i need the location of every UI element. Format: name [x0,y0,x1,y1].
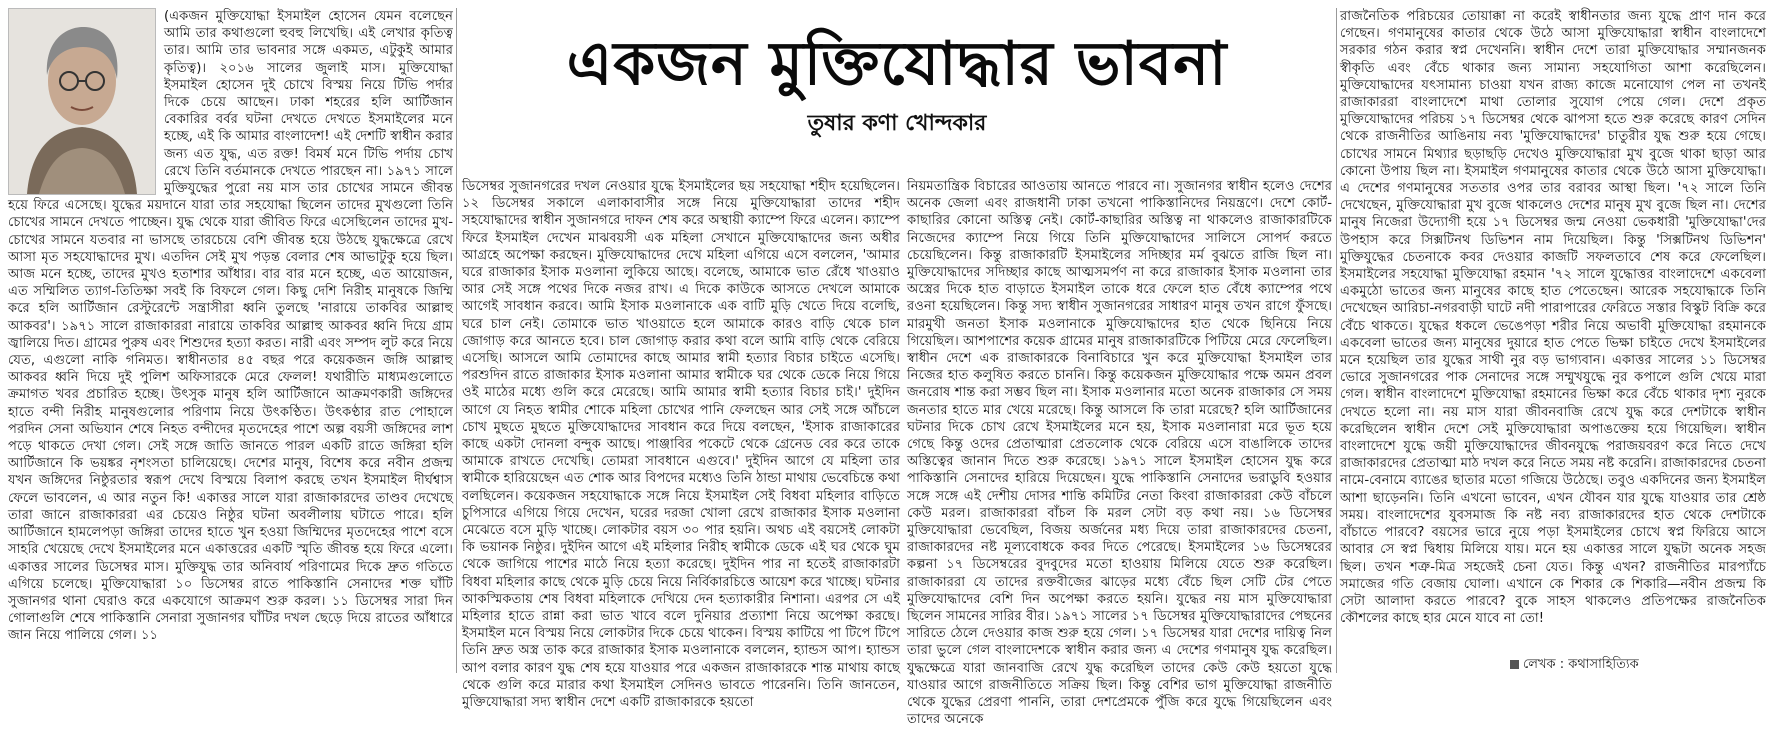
author-note-text: লেখক : কথাসাহিত্যিক [1523,657,1639,672]
article-text-column-1: (একজন মুক্তিযোদ্ধা ইসমাইল হোসেন যেমন বলেছেন আমি তার কথাগুলো হুবহু লিখেছি। এই লেখার কৃতিত্ব তার। আমি তার ভাবনার সঙ্গে একমত, এটুকুই আমার কৃতিত্ব)। ২০১৬ সালের জুলাই মাস। মুক্তিযোদ্ধা ইসমাইল হোসেন দুই চোখে বিস্ময় নিয়ে টিভি পর্দার দিকে চেয়ে আছেন। ঢাকা শহরের হলি আর্টিজান বেকারির বর্বর ঘটনা দেখতে দেখতে ইসমাইলের মনে হচ্ছে, এই কি আমার বাংলাদেশ! এই দেশটি স্বাধীন করার জন্য এত যুদ্ধ, এত রক্ত! বিমর্ষ মনে টিভি পর্দায় চোখ রেখে তিনি বর্তমানকে দেখতে পারছেন না। ১৯৭১ সালে মুক্তিযুদ্ধের পুরো নয় মাস তার চোখের সামনে জীবন্ত হয়ে ফিরে এসেছে। যুদ্ধের ময়দানে যারা তার সহযোদ্ধা ছিলেন তাদের মুখগুলো তিনি চোখের সামনে দেখতে পাচ্ছেন। যুদ্ধ থেকে যারা জীবিত ফিরে এসেছিলেন তাদের মুখ-চোখের সামনে যতবার না ভাসছে তারচেয়ে বেশি জীবন্ত হয়ে উঠছে যুদ্ধক্ষেত্রে রেখে আসা মৃত সহযোদ্ধাদের মুখ। এতদিন সেই মুখ পড়ন্ত বেলার শেষ আভাটুকু হয়ে ছিল। আজ মনে হচ্ছে, তাদের মুখও হতাশার আঁধার। বার বার মনে হচ্ছে, এত আয়োজন, এত সম্মিলিত ত্যাগ-তিতিক্ষা সবই কি বিফলে গেল। কিছু দেশি নিরীহ মানুষকে জিম্মি করে হলি আর্টিজান রেস্টুরেন্টে সন্ত্রাসীরা ধ্বনি তুলছে 'নারায়ে তাকবির আল্লাহু আকবর'। ১৯৭১ সালে রাজাকাররা নারায়ে তাকবির আল্লাহু আকবর ধ্বনি দিয়ে গ্রাম জ্বালিয়ে দিত। গ্রামের পুরুষ এবং শিশুদের হত্যা করত। নারী এবং সম্পদ লুট করে নিয়ে যেত, এগুলো নাকি গনিমত। স্বাধীনতার ৪৫ বছর পরে কয়েকজন জঙ্গি আল্লাহু আকবর ধ্বনি দিয়ে দুই পুলিশ অফিসারকে মেরে ফেলল! যথারীতি মাধ্যমগুলোতে ক্রমাগত খবর প্রচারিত হচ্ছে। উৎসুক মানুষ হলি আর্টিজানে আক্রমণকারী জঙ্গিদের হাতে বন্দী নিরীহ মানুষগুলোর পরিণাম নিয়ে উৎকণ্ঠিত। উৎকণ্ঠার রাত পোহালে পরদিন সেনা অভিযান শেষে নিহত বন্দীদের মৃতদেহের পাশে অল্প বয়সী জঙ্গিদের লাশ পড়ে থাকতে দেখা গেল। সেই সঙ্গে জাতি জানতে পারল একটি রাতে জঙ্গিরা হলি আর্টিজানে কি ভয়ঙ্কর নৃশংসতা চালিয়েছে। দেশের মানুষ, বিশেষ করে নবীন প্রজন্ম যখন জঙ্গিদের নিষ্ঠুরতার স্বরূপ দেখে বিস্ময়ে বিলাপ করছে তখন ইসমাইল দীর্ঘশ্বাস ফেলে ভাবলেন, এ আর নতুন কি! একাত্তর সালে যারা রাজাকারদের তাণ্ডব দেখেছে তারা জানে রাজাকাররা এর চেয়েও নিষ্ঠুর ঘটনা অবলীলায় ঘটাতে পারে। হলি আর্টিজানে হামলেপড়া জঙ্গিরা তাদের হাতে খুন হওয়া জিম্মিদের মৃতদেহের পাশে বসে সাহরি খেয়েছে দেখে ইসমাইলের মনে একাত্তরের একটি স্মৃতি জীবন্ত হয়ে ফিরে এলো। একাত্তর সালের ডিসেম্বর মাস। মুক্তিযুদ্ধ তার অনিবার্য পরিণামের দিকে দ্রুত গতিতে এগিয়ে চলেছে। মুক্তিযোদ্ধারা ১০ ডিসেম্বর রাতে পাকিস্তানি সেনাদের শক্ত ঘাঁটি সুজানগর থানা ঘেরাও করে একযোগে আক্রমণ শুরু করল। ১১ ডিসেম্বর সারা দিন গোলাগুলি শেষে পাকিস্তানি সেনারা সুজানগর ঘাঁটির দখল ছেড়ে দিয়ে রাতের আঁধারে জান নিয়ে পালিয়ে গেল। ১১ [8,9,453,644]
author-photo [8,8,156,195]
column-divider [456,8,457,673]
square-bullet-icon [1510,660,1519,669]
article-column-3 [907,178,1332,728]
article-column-1 [8,8,453,676]
article-column-2 [462,178,900,711]
article-text-column-4: রাজনৈতিক পরিচয়ের তোয়াক্কা না করেই স্বাধীনতার জন্য যুদ্ধে প্রাণ দান করে গেছেন। গণমানুষের কাতার থেকে উঠে আসা মুক্তিযোদ্ধারা স্বাধীন বাংলাদেশে সরকার গঠন করার স্বপ্ন দেখেননি। স্বাধীন দেশে তারা মুক্তিযোদ্ধার সম্মানজনক স্বীকৃতি এবং বেঁচে থাকার জন্য সামান্য সহযোগিতা আশা করেছিলেন। মুক্তিযোদ্ধাদের যৎসামান্য চাওয়া যখন রাজ্য কাজে মনোযোগ পেল না তখনই রাজাকাররা বাংলাদেশে মাথা তোলার সুযোগ পেয়ে গেল। দেশে প্রকৃত মুক্তিযোদ্ধাদের পরিচয় ১৭ ডিসেম্বর থেকে ঝাপসা হতে শুরু করেছে কারণ সেদিন থেকে রাজনীতির আঙিনায় নব্য 'মুক্তিযোদ্ধাদের' চাতুরীর যুদ্ধ শুরু হয়ে গেছে। চোখের সামনে মিথ্যার ছড়াছড়ি দেখেও মুক্তিযোদ্ধারা মুখ বুজে থাকা ছাড়া আর কোনো উপায় ছিল না। ইসমাইল গণমানুষের কাতার থেকে উঠে আসা মুক্তিযোদ্ধা। এ দেশের গণমানুষের সততার ওপর তার বরাবর আস্থা ছিল। '৭২ সালে তিনি দেখেছেন, মুক্তিযোদ্ধারা মুখ বুজে থাকলেও দেশের মানুষ মুখ বুজে ছিল না। দেশের মানুষ নিজেরা উদ্যোগী হয়ে ১৭ ডিসেম্বর জন্ম নেওয়া ভেকধারী 'মুক্তিযোদ্ধা'দের উপহাস করে সিক্সটিনথ ডিভিশন নাম দিয়েছিল। কিন্তু 'সিক্সটিনথ ডিভিশন' মুক্তিযুদ্ধের চেতনাকে কবর দেওয়ার কাজটি সফলতাবে শেষ করে ফেলেছিল। ইসমাইলের সহযোদ্ধা মুক্তিযোদ্ধা রহমান '৭২ সালে যুদ্ধোত্তর বাংলাদেশে একবেলা একমুঠো ভাতের জন্য মানুষের কাছে হাত পেতেছেন। আরেক সহযোদ্ধাকে তিনি দেখেছেন আরিচা-নগরবাড়ী ঘাটে নদী পারাপারের ফেরিতে সস্তার বিস্কুট বিক্রি করে বেঁচে থাকতে। যুদ্ধের ধকলে ভেঙেপড়া শরীর নিয়ে অভাবী মুক্তিযোদ্ধা রহমানকে একবেলা ভাতের জন্য মানুষের দুয়ারে হাত পেতে ভিক্ষা চাইতে দেখে ইসমাইলের মনে হয়েছিল তার যুদ্ধের সাথী নুর বড় ভাগ্যবান। একাত্তর সালের ১১ ডিসেম্বর ভোরে সুজানগরের পাক সেনাদের সঙ্গে সম্মুখযুদ্ধে নুর কপালে গুলি খেয়ে মারা গেল। স্বাধীন বাংলাদেশে মুক্তিযোদ্ধা রহমানের ভিক্ষা করে বেঁচে থাকার দৃশ্য নুরকে দেখতে হলো না। নয় মাস যারা জীবনবাজি রেখে যুদ্ধ করে দেশটাকে স্বাধীন করেছিলেন স্বাধীন দেশে সেই মুক্তিযোদ্ধারা অপাঙক্তেয় হয়ে গিয়েছিল। স্বাধীন বাংলাদেশে যুদ্ধে জয়ী মুক্তিযোদ্ধাদের জীবনযুদ্ধে পরাজয়বরণ করে নিতে দেখে রাজাকারদের প্রেতাত্মা মাঠ দখল করে নিতে সময় নষ্ট করেনি। রাজাকারদের চেতনা নামে-বেনামে ব্যাঙের ছাতার মতো গজিয়ে উঠেছে। তবুও একদিনের জন্য ইসমাইল আশা ছাড়েননি। তিনি এখনো ভাবেন, এখন যৌবন যার যুদ্ধে যাওয়ার তার শ্রেষ্ঠ সময়। বাংলাদেশের যুবসমাজ কি নষ্ট নব্য রাজাকারদের হাত থেকে দেশটাকে বাঁচাতে পারবে? বয়সের ভারে নুয়ে পড়া ইসমাইলের চোখে স্বপ্ন ফিরিয়ে আসে আবার সে স্বপ্ন দ্বিধায় মিলিয়ে যায়। মনে হয় একাত্তর সালে যুদ্ধটা অনেক সহজ ছিল। তখন শত্রু-মিত্র সহজেই চেনা যেত। কিন্তু এখন? রাজনীতির মারপ্যাঁচে সমাজের গতি বেজায় ঘোলা। এখানে কে শিকার কে শিকারি—নবীন প্রজন্ম কি সেটা আলাদা করতে পারবে? বুকে সাহস থাকলেও প্রতিপক্ষের রাজনৈতিক কৌশলের কাছে হার মেনে যাবে না তো! [1340,9,1766,627]
article-text-column-2: ডিসেম্বর সুজানগরের দখল নেওয়ার যুদ্ধে ইসমাইলের ছয় সহযোদ্ধা শহীদ হয়েছিলেন। ১২ ডিসেম্বর সকালে এলাকাবাসীর সঙ্গে নিয়ে মুক্তিযোদ্ধারা তাদের শহীদ সহযোদ্ধাদের স্বাধীন সুজানগরে দাফন শেষ করে অস্থায়ী ক্যাম্পে ফিরে এলেন। ক্যাম্পে ফিরে ইসমাইল দেখেন মাঝবয়সী এক মহিলা সেখানে মুক্তিযোদ্ধাদের জন্য অধীর আগ্রহে অপেক্ষা করছেন। মুক্তিযোদ্ধাদের দেখে মহিলা এগিয়ে এসে বললেন, 'আমার ঘরে রাজাকার ইসাক মওলানা লুকিয়ে আছে। বলেছে, আমাকে ভাত রেঁধে খাওয়াও আর সেই সঙ্গে পথের দিকে নজর রাখ। এ দিকে কাউকে আসতে দেখলে আমাকে আগেই সাবধান করবে। আমি ইসাক মওলানাকে এক বাটি মুড়ি খেতে দিয়ে বলেছি, ঘরে চাল নেই। তোমাকে ভাত খাওয়াতে হলে আমাকে কারও বাড়ি থেকে চাল জোগাড় করে আনতে হবে। চাল জোগাড় করার কথা বলে আমি বাড়ি থেকে বেরিয়ে এসেছি। আসলে আমি তোমাদের কাছে আমার স্বামী হত্যার বিচার চাইতে এসেছি। পরশুদিন রাতে রাজাকার ইসাক মওলানা আমার স্বামীকে ঘর থেকে ডেকে নিয়ে গিয়ে ওই মাঠের মধ্যে গুলি করে মেরেছে। আমি আমার স্বামী হত্যার বিচার চাই।' দুইদিন আগে যে নিহত স্বামীর শোকে মহিলা চোখের পানি ফেলছেন আর সেই সঙ্গে আঁচলে চোখ মুছতে মুছতে মুক্তিযোদ্ধাদের সাবধান করে দিয়ে বলছেন, 'ইসাক রাজাকারের কাছে একটা দোনলা বন্দুক আছে। পাঞ্জাবির পকেটে থেকে গ্রেনেড বের করে তাকে আমাকে রাখতে দেখেছি। তোমরা সাবধানে এগুবে।' দুইদিন আগে যে মহিলা তার স্বামীকে হারিয়েছেন এত শোক আর বিপদের মধ্যেও তিনি ঠান্ডা মাথায় ভেবেচিন্তে কথা বলছিলেন। কয়েকজন সহযোদ্ধাকে সঙ্গে নিয়ে ইসমাইল সেই বিধবা মহিলার বাড়িতে চুপিসারে এগিয়ে গিয়ে দেখেন, ঘরের দরজা খোলা রেখে রাজাকার ইসাক মওলানা মেঝেতে বসে মুড়ি খাচ্ছে। লোকটার বয়স ৩০ পার হয়নি। অথচ এই বয়সেই লোকটা কি ভয়ানক নিষ্ঠুর। দুইদিন আগে এই মহিলার নিরীহ স্বামীকে ডেকে এই ঘর থেকে ঘুম থেকে জাগিয়ে পাশের মাঠে নিয়ে হত্যা করেছে। দুইদিন পার না হতেই রাজাকারটা বিধবা মহিলার কাছে থেকে মুড়ি চেয়ে নিয়ে নির্বিকারচিত্তে আয়েশ করে খাচ্ছে। ঘটনার আকস্মিকতায় শেষ বিধবা মহিলাকে দেখিয়ে দেন হত্যাকারীর নিশানা। এরপর সে এই মহিলার হাতে রান্না করা ভাত খাবে বলে দুনিয়ার প্রত্যাশা নিয়ে অপেক্ষা করছে। ইসমাইল মনে বিস্ময় নিয়ে লোকটার দিকে চেয়ে থাকেন। বিস্ময় কাটিয়ে পা টিপে টিপে তিনি দ্রুত অস্ত্র তাক করে রাজাকার ইসাক মওলানাকে বললেন, হ্যান্ডস আপ। হ্যান্ডস আপ বলার কারণ যুদ্ধ শেষ হয়ে যাওয়ার পরে একজন রাজাকারকে শান্ত মাথায় কাছে থেকে গুলি করে মারার কথা ইসমাইল সেদিনও ভাবতে পারেননি। তিনি জানতেন, মুক্তিযোদ্ধারা সদ্য স্বাধীন দেশে একটি রাজাকারকে হয়তো [462,179,900,711]
article-column-4 [1340,8,1766,676]
article-byline: তুষার কণা খোন্দকার [807,111,987,136]
article-headline: একজন মুক্তিযোদ্ধার ভাবনা [566,29,1228,99]
column-divider [1336,8,1337,673]
article-text-column-3: নিয়মতান্ত্রিক বিচারের আওতায় আনতে পারবে না। সুজানগর স্বাধীন হলেও দেশের অনেক জেলা এবং রাজধানী ঢাকা তখনো পাকিস্তানিদের নিয়ন্ত্রণে। দেশে কোর্ট-কাছারির কোনো অস্তিত্ব নেই। কোর্ট-কাছারির অস্তিত্ব না থাকলেও রাজাকারটিকে নিজেদের ক্যাম্পে নিয়ে গিয়ে তিনি মুক্তিযোদ্ধাদের সালিসে সোপর্দ করতে চেয়েছিলেন। কিন্তু রাজাকারটি ইসমাইলের সদিচ্ছার মর্ম বুঝতে রাজি ছিল না। মুক্তিযোদ্ধাদের সদিচ্ছার কাছে আত্মসমর্পণ না করে রাজাকার ইসাক মওলানা তার অস্ত্রের দিকে হাত বাড়াতে ইসমাইল তাকে ধরে ফেলে হাত বেঁধে ক্যাম্পের পথে রওনা হয়েছিলেন। কিন্তু সদ্য স্বাধীন সুজানগরের সাধারণ মানুষ তখন রাগে ফুঁসছে। মারমুখী জনতা ইসাক মওলানাকে মুক্তিযোদ্ধাদের হাত থেকে ছিনিয়ে নিয়ে গিয়েছিল। আশপাশের কয়েক গ্রামের মানুষ রাজাকারটিকে পিটিয়ে মেরে ফেলেছিল। স্বাধীন দেশে এক রাজাকারকে বিনাবিচারে খুন করে মুক্তিযোদ্ধা ইসমাইল তার নিজের হাত কলুষিত করতে চাননি। কিন্তু কয়েকজন মুক্তিযোদ্ধার পক্ষে অমন প্রবল জনরোষ শান্ত করা সম্ভব ছিল না। ইসাক মওলানার মতো অনেক রাজাকার সে সময় জনতার হাতে মার খেয়ে মরেছে। কিন্তু আসলে কি তারা মরেছে? হলি আর্টিজানের ঘটনার দিকে চোখ রেখে ইসমাইলের মনে হয়, ইসাক মওলানারা মরে ভূত হয়ে গেছে কিন্তু ওদের প্রেতাত্মারা প্রেতলোক থেকে বেরিয়ে এসে বাঙালিকে তাদের অস্তিত্বের জানান দিতে শুরু করেছে। ১৯৭১ সালে ইসমাইল হোসেন যুদ্ধ করে পাকিস্তানি সেনাদের হারিয়ে দিয়েছেন। যুদ্ধে পাকিস্তানি সেনাদের ভরাডুবি হওয়ার সঙ্গে সঙ্গে এই দেশীয় দোসর শান্তি কমিটির নেতা কিংবা রাজাকাররা কেউ বাঁচলে কেউ মরল। রাজাকাররা বাঁচল কি মরল সেটা বড় কথা নয়। ১৬ ডিসেম্বর মুক্তিযোদ্ধারা ভেবেছিল, বিজয় অর্জনের মধ্য দিয়ে তারা রাজাকারদের চেতনা, রাজাকারদের নষ্ট মূল্যবোধকে কবর দিতে পেরেছে। ইসমাইলের ১৬ ডিসেম্বরের কল্পনা ১৭ ডিসেম্বরের বুদবুদের মতো হাওয়ায় মিলিয়ে যেতে শুরু করেছিল। রাজাকাররা যে তাদের রক্তবীজের ঝাড়ের মধ্যে বেঁচে ছিল সেটি টের পেতে মুক্তিযোদ্ধাদের বেশি দিন অপেক্ষা করতে হয়নি। যুদ্ধের নয় মাস মুক্তিযোদ্ধারা ছিলেন সামনের সারির বীর। ১৯৭১ সালের ১৭ ডিসেম্বর মুক্তিযোদ্ধারাদের পেছনের সারিতে ঠেলে দেওয়ার কাজ শুরু হয়ে গেল। ১৭ ডিসেম্বর যারা দেশের দায়িত্ব নিল তারা ভুলে গেল বাংলাদেশকে স্বাধীন করার জন্য এ দেশের গণমানুষ যুদ্ধ করেছিল। যুদ্ধক্ষেত্রে যারা জানবাজি রেখে যুদ্ধ করেছিল তাদের কেউ কেউ হয়তো যুদ্ধে যাওয়ার আগে রাজনীতিতে সক্রিয় ছিল। কিন্তু বেশির ভাগ মুক্তিযোদ্ধা রাজনীতি থেকে যুদ্ধের প্রেরণা পাননি, তারা দেশপ্রেমকে পুঁজি করে যুদ্ধে গিয়েছিলেন এবং তাদের অনেকে [907,179,1332,728]
author-note [1510,655,1639,676]
